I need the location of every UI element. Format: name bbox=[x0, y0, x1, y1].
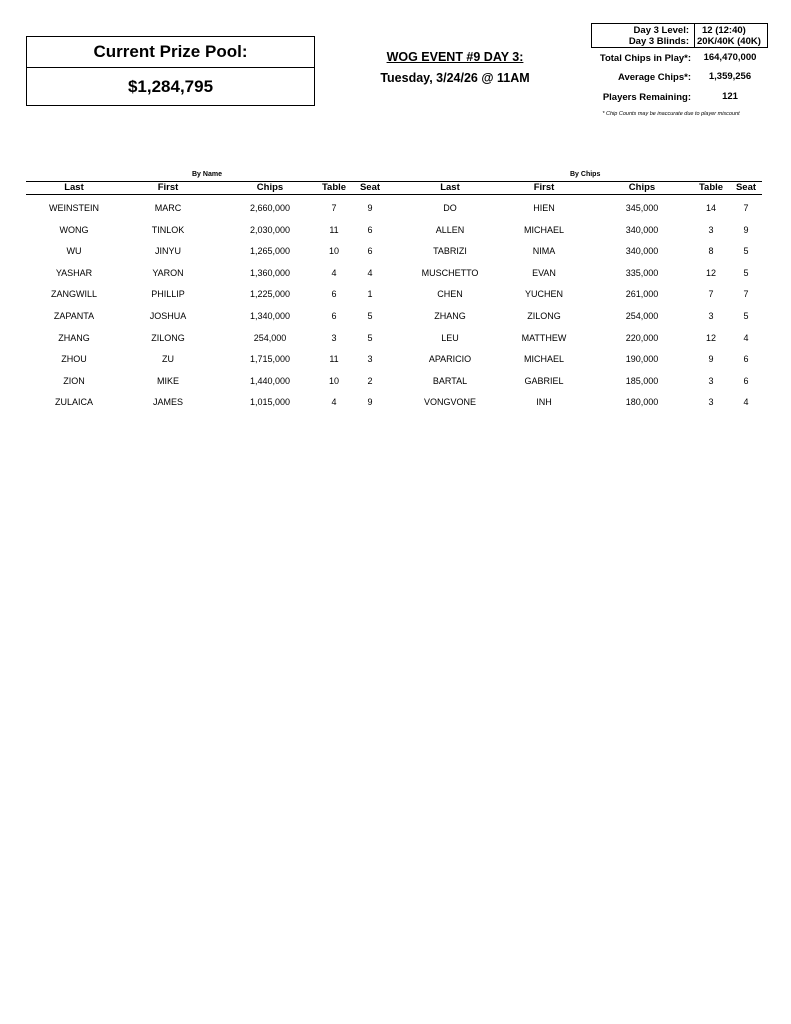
by-name-chips-cell: 1,440,000 bbox=[249, 375, 291, 386]
by-chips-chips-cell: 254,000 bbox=[625, 310, 659, 321]
player-table bbox=[26, 196, 762, 412]
by-name-chips-cell: 1,340,000 bbox=[249, 310, 291, 321]
section-title-by-name: By Name bbox=[192, 171, 222, 178]
table-row bbox=[26, 282, 762, 304]
by-chips-first-cell: ZILONG bbox=[527, 310, 561, 321]
by-chips-chips-cell: 190,000 bbox=[625, 354, 659, 365]
total-chips-value: 164,470,000 bbox=[703, 52, 757, 63]
by-name-table-cell: 10 bbox=[328, 375, 339, 386]
by-chips-chips-cell: 180,000 bbox=[625, 397, 659, 408]
by-chips-first-cell: YUCHEN bbox=[524, 289, 563, 300]
by-chips-seat-cell: 5 bbox=[743, 267, 749, 278]
by-chips-last-cell: DO bbox=[443, 203, 457, 213]
by-chips-table-cell: 14 bbox=[705, 203, 716, 213]
by-name-chips-cell: 1,715,000 bbox=[249, 354, 291, 365]
by-chips-seat-cell: 7 bbox=[743, 289, 749, 300]
total-chips-label: Total Chips in Play*: bbox=[599, 53, 691, 64]
by-chips-seat-cell: 7 bbox=[743, 203, 749, 213]
by-chips-chips-cell: 335,000 bbox=[625, 267, 659, 278]
by-name-seat-cell: 4 bbox=[367, 267, 373, 278]
by-name-chips-cell: 2,660,000 bbox=[249, 203, 291, 213]
by-chips-seat-cell: 5 bbox=[743, 310, 749, 321]
chip-count-disclaimer: * Chip Counts may be inaccurate due to player miscount bbox=[602, 111, 740, 117]
by-chips-table-cell: 12 bbox=[705, 267, 716, 278]
by-chips-seat-cell: 4 bbox=[743, 397, 749, 408]
by-chips-chips-cell: 340,000 bbox=[625, 224, 659, 235]
by-name-first-cell: ZILONG bbox=[151, 332, 185, 343]
by-chips-first-cell: MICHAEL bbox=[523, 224, 564, 235]
table-row bbox=[26, 218, 762, 240]
by-name-table-cell: 6 bbox=[331, 310, 337, 321]
by-chips-seat-cell: 6 bbox=[743, 375, 749, 386]
by-name-seat-cell: 5 bbox=[367, 310, 373, 321]
by-name-last-cell: ZAPANTA bbox=[53, 310, 95, 321]
column-header-row bbox=[26, 181, 762, 195]
by-chips-table-header: Table bbox=[698, 182, 724, 193]
table-row bbox=[26, 304, 762, 326]
by-name-first-cell: MARC bbox=[154, 203, 182, 213]
by-chips-last-cell: TABRIZI bbox=[433, 246, 467, 257]
level-box-divider bbox=[694, 24, 695, 47]
by-name-last-cell: ZULAICA bbox=[54, 397, 93, 408]
by-chips-last-cell: APARICIO bbox=[428, 354, 472, 365]
blinds-value: 20K/40K (40K) bbox=[697, 36, 761, 47]
by-name-seat-cell: 1 bbox=[367, 289, 373, 300]
by-chips-first-cell: EVAN bbox=[532, 267, 556, 278]
by-chips-seat-cell: 9 bbox=[743, 224, 749, 235]
by-name-chips-cell: 1,265,000 bbox=[249, 246, 291, 257]
by-name-chips-cell: 1,225,000 bbox=[249, 289, 291, 300]
by-name-seat-cell: 9 bbox=[367, 203, 373, 213]
by-name-seat-cell: 6 bbox=[367, 246, 373, 257]
by-chips-table-cell: 3 bbox=[708, 224, 714, 235]
by-chips-table-cell: 3 bbox=[708, 310, 714, 321]
prize-pool-box bbox=[26, 36, 315, 106]
by-name-table-cell: 11 bbox=[329, 354, 339, 365]
by-chips-first-cell: MATTHEW bbox=[521, 332, 567, 343]
table-row bbox=[26, 261, 762, 283]
by-name-last-cell: WEINSTEIN bbox=[48, 203, 99, 213]
by-chips-seat-cell: 6 bbox=[743, 354, 749, 365]
by-name-last-cell: ZHANG bbox=[58, 332, 90, 343]
by-chips-chips-cell: 261,000 bbox=[625, 289, 659, 300]
by-name-last-header: Last bbox=[64, 182, 84, 193]
by-name-first-header: First bbox=[157, 182, 179, 193]
by-name-table-cell: 11 bbox=[329, 224, 339, 235]
prize-pool-label: Current Prize Pool: bbox=[27, 37, 314, 68]
by-name-chips-cell: 254,000 bbox=[253, 332, 287, 343]
by-name-chips-cell: 1,360,000 bbox=[249, 267, 291, 278]
by-name-table-cell: 6 bbox=[331, 289, 337, 300]
section-title-by-chips: By Chips bbox=[570, 171, 601, 178]
table-row bbox=[26, 326, 762, 348]
by-name-table-cell: 3 bbox=[331, 332, 337, 343]
by-chips-first-cell: INH bbox=[536, 397, 552, 408]
by-chips-table-cell: 8 bbox=[708, 246, 714, 257]
blinds-label: Day 3 Blinds: bbox=[628, 36, 689, 47]
players-remaining-value: 121 bbox=[722, 91, 738, 102]
by-chips-last-header: Last bbox=[440, 182, 460, 193]
table-row bbox=[26, 369, 762, 391]
level-value: 12 (12:40) bbox=[702, 25, 746, 36]
by-chips-first-cell: NIMA bbox=[532, 246, 556, 257]
by-name-first-cell: JOSHUA bbox=[149, 310, 187, 321]
by-name-last-cell: YASHAR bbox=[55, 267, 93, 278]
by-chips-first-cell: GABRIEL bbox=[524, 375, 564, 386]
by-chips-seat-cell: 4 bbox=[743, 332, 749, 343]
by-chips-chips-header: Chips bbox=[628, 182, 656, 193]
by-chips-last-cell: VONGVONE bbox=[423, 397, 476, 408]
by-chips-first-cell: HIEN bbox=[533, 203, 555, 213]
by-name-seat-cell: 2 bbox=[367, 375, 373, 386]
average-chips-value: 1,359,256 bbox=[708, 71, 752, 82]
by-name-table-cell: 10 bbox=[328, 246, 339, 257]
by-chips-last-cell: CHEN bbox=[437, 289, 463, 300]
by-chips-last-cell: MUSCHETTO bbox=[421, 267, 479, 278]
table-row bbox=[26, 239, 762, 261]
by-name-first-cell: JAMES bbox=[152, 397, 183, 408]
by-name-first-cell: PHILLIP bbox=[151, 289, 185, 300]
table-row bbox=[26, 390, 762, 412]
level-blinds-box bbox=[591, 23, 768, 48]
by-name-seat-cell: 3 bbox=[367, 354, 373, 365]
by-chips-last-cell: BARTAL bbox=[432, 375, 468, 386]
by-name-last-cell: ZION bbox=[63, 375, 85, 386]
by-chips-table-cell: 12 bbox=[705, 332, 716, 343]
by-chips-first-header: First bbox=[533, 182, 555, 193]
by-name-chips-cell: 1,015,000 bbox=[249, 397, 291, 408]
table-row bbox=[26, 347, 762, 369]
by-chips-chips-cell: 345,000 bbox=[625, 203, 659, 213]
by-chips-last-cell: LEU bbox=[441, 332, 459, 343]
by-chips-last-cell: ALLEN bbox=[435, 224, 465, 235]
by-name-last-cell: ZANGWILL bbox=[50, 289, 97, 300]
by-name-first-cell: YARON bbox=[152, 267, 184, 278]
event-title: WOG EVENT #9 DAY 3: bbox=[386, 50, 524, 64]
by-name-chips-header: Chips bbox=[256, 182, 284, 193]
by-chips-chips-cell: 220,000 bbox=[625, 332, 659, 343]
players-remaining-label: Players Remaining: bbox=[602, 92, 691, 103]
table-row bbox=[26, 196, 762, 218]
by-chips-table-cell: 9 bbox=[708, 354, 714, 365]
by-name-seat-cell: 5 bbox=[367, 332, 373, 343]
by-name-first-cell: JINYU bbox=[154, 246, 181, 257]
by-chips-chips-cell: 340,000 bbox=[625, 246, 659, 257]
by-chips-table-cell: 3 bbox=[708, 375, 714, 386]
by-chips-chips-cell: 185,000 bbox=[625, 375, 659, 386]
by-chips-seat-header: Seat bbox=[735, 182, 757, 193]
by-name-first-cell: ZU bbox=[162, 354, 174, 365]
by-name-table-cell: 4 bbox=[331, 397, 337, 408]
by-name-last-cell: WU bbox=[66, 246, 82, 257]
by-chips-table-cell: 7 bbox=[708, 289, 714, 300]
level-label: Day 3 Level: bbox=[633, 25, 689, 36]
by-name-table-cell: 4 bbox=[331, 267, 337, 278]
by-name-seat-header: Seat bbox=[359, 182, 381, 193]
by-chips-first-cell: MICHAEL bbox=[523, 354, 564, 365]
by-name-chips-cell: 2,030,000 bbox=[249, 224, 291, 235]
by-name-table-header: Table bbox=[321, 182, 347, 193]
by-name-first-cell: TINLOK bbox=[151, 224, 185, 235]
by-name-seat-cell: 6 bbox=[367, 224, 373, 235]
average-chips-label: Average Chips*: bbox=[617, 72, 691, 83]
by-chips-table-cell: 3 bbox=[708, 397, 714, 408]
by-name-first-cell: MIKE bbox=[156, 375, 179, 386]
by-name-last-cell: ZHOU bbox=[61, 354, 87, 365]
by-name-table-cell: 7 bbox=[331, 203, 337, 213]
event-date: Tuesday, 3/24/26 @ 11AM bbox=[380, 71, 530, 85]
by-chips-seat-cell: 5 bbox=[743, 246, 749, 257]
by-name-seat-cell: 9 bbox=[367, 397, 373, 408]
by-name-last-cell: WONG bbox=[59, 224, 89, 235]
prize-pool-value: $1,284,795 bbox=[127, 77, 214, 96]
by-chips-last-cell: ZHANG bbox=[434, 310, 466, 321]
